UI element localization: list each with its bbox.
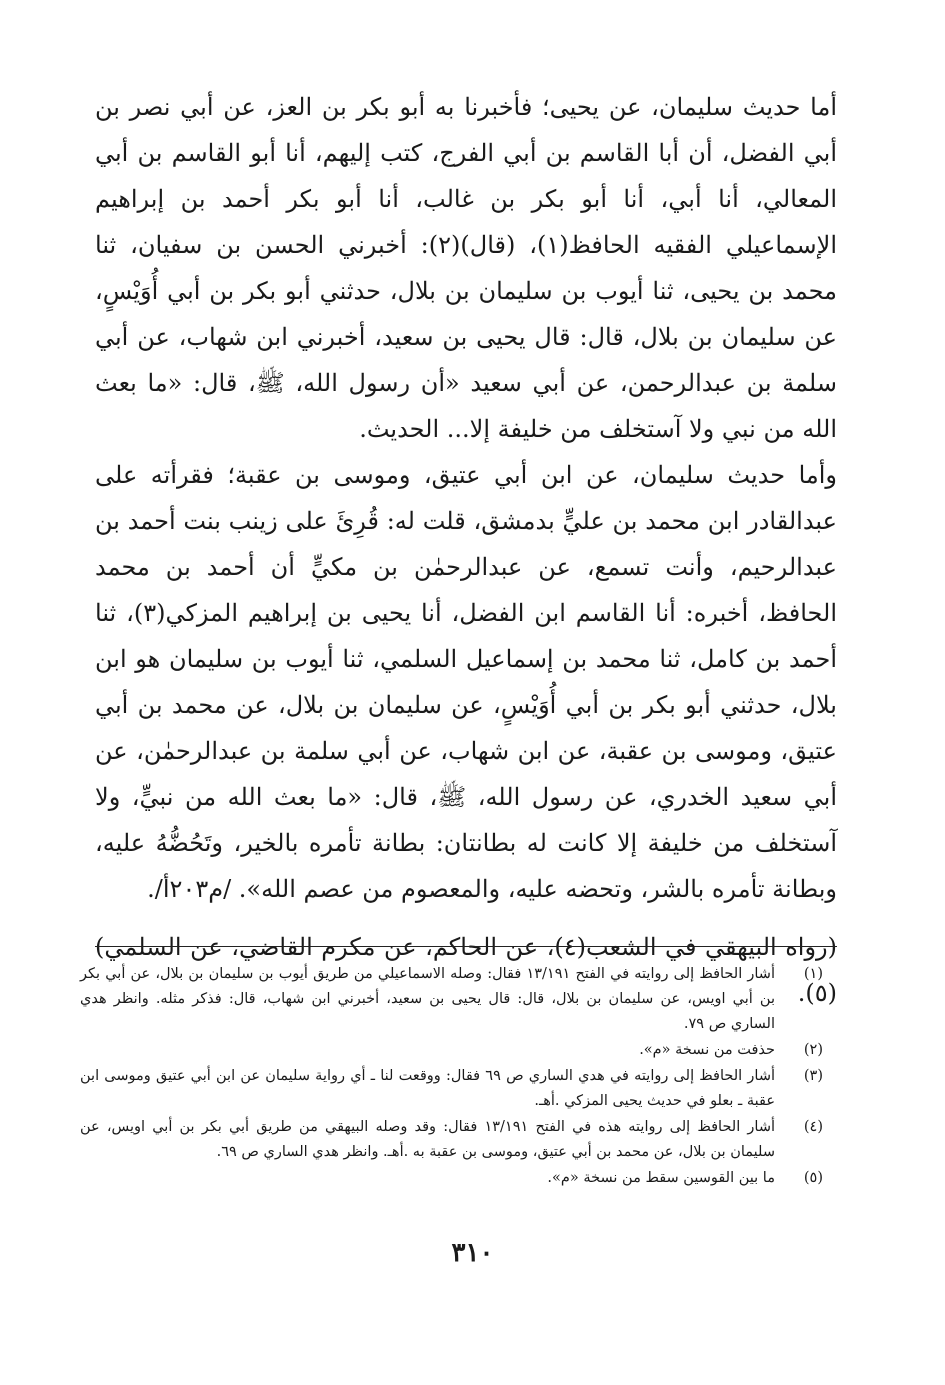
footnote-number: (٤) <box>803 1119 823 1135</box>
main-text <box>95 84 837 1016</box>
footnotes <box>80 962 823 1192</box>
footnote-number: (٣) <box>803 1068 823 1084</box>
footnote-text: ما بين القوسين سقط من نسخة «م». <box>547 1170 775 1186</box>
footnote <box>80 1166 823 1191</box>
footnote-divider <box>95 946 837 947</box>
page-number: ٣١٠ <box>451 1238 494 1268</box>
footnote-text: أشار الحافظ إلى روايته في الفتح ١٣/١٩١ فقال: وصله الاسماعيلي من طريق أيوب بن سليمان بن بلال، عن أبي بكر بن أبي اويس، عن سليمان بن بلال، قال: قال يحيى بن سعيد، أخبرني ابن شهاب، قال: فذكر مثله. وانظر هدي الساري ص ٧٩. <box>80 966 775 1032</box>
footnote-text: أشار الحافظ إلى روايته في هدي الساري ص ٦٩ فقال: ووقعت لنا ـ أي رواية سليمان عن ابن أبي عتيق وموسى ابن عقبة ـ بعلو في حديث يحيى المزكي .أهـ. <box>80 1068 775 1109</box>
footnote <box>80 1064 823 1114</box>
paragraph: وأما حديث سليمان، عن ابن أبي عتيق، وموسى بن عقبة؛ فقرأته على عبدالقادر ابن محمد بن عليٍّ بدمشق، قلت له: قُرِئَ على زينب بنت أحمد بن عبدالرحيم، وأنت تسمع، عن عبدالرحمٰن بن مكيٍّ أن أحمد بن محمد الحافظ، أخبره: أنا القاسم ابن الفضل، أنا يحيى بن إبراهيم المزكي(٣)، ثنا أحمد بن كامل، ثنا محمد بن إسماعيل السلمي، ثنا أيوب بن سليمان هو ابن بلال، حدثني أبو بكر بن أبي أُوَيْسٍ، عن سليمان بن بلال، عن محمد بن أبي عتيق، وموسى بن عقبة، عن ابن شهاب، عن أبي سلمة بن عبدالرحمٰن، عن أبي سعيد الخدري، عن رسول الله، ﷺ، قال: «ما بعث الله من نبيٍّ، ولا آستخلف من خليفة إلا كانت له بطانتان: بطانة تأمره بالخير، وتَحُضُّهُ عليه، وبطانة تأمره بالشر، وتحضه عليه، والمعصوم من عصم الله». /م٢٠٣أ/. <box>95 461 837 903</box>
footnote <box>80 1038 823 1063</box>
footnote-text: أشار الحافظ إلى روايته هذه في الفتح ١٣/١٩١ فقال: وقد وصله البيهقي من طريق أبي بكر بن أبي اويس، عن سليمان بن بلال، عن محمد بن أبي عتيق، وموسى بن عقبة به .أهـ. وانظر هدي الساري ص ٦٩. <box>80 1119 776 1160</box>
paragraph: (رواه البيهقي في الشعب(٤)، عن الحاكم، عن مكرم القاضي، عن السلمي)(٥). <box>95 933 838 1007</box>
footnote <box>80 962 823 1037</box>
footnote-number: (٥) <box>803 1170 823 1186</box>
paragraph: أما حديث سليمان، عن يحيى؛ فأخبرنا به أبو بكر بن العز، عن أبي نصر بن أبي الفضل، أن أبا القاسم بن أبي الفرج، كتب إليهم، أنا أبو القاسم بن أبي المعالي، أنا أبي، أنا أبو بكر بن غالب، أنا أبو بكر أحمد بن إبراهيم الإسماعيلي الفقيه الحافظ(١)، (قال)(٢): أخبرني الحسن بن سفيان، ثنا محمد بن يحيى، ثنا أيوب بن سليمان بن بلال، حدثني أبو بكر بن أبي أُوَيْسٍ، عن سليمان بن بلال، قال: قال يحيى بن سعيد، أخبرني ابن شهاب، عن أبي سلمة بن عبدالرحمن، عن أبي سعيد «أن رسول الله، ﷺ، قال: «ما بعث الله من نبي ولا آستخلف من خليفة إلا... الحديث. <box>95 93 838 443</box>
footnote-number: (١) <box>803 966 823 982</box>
footnote-text: حذفت من نسخة «م». <box>639 1042 775 1058</box>
footnote-number: (٢) <box>803 1042 823 1058</box>
footnote <box>80 1115 823 1165</box>
